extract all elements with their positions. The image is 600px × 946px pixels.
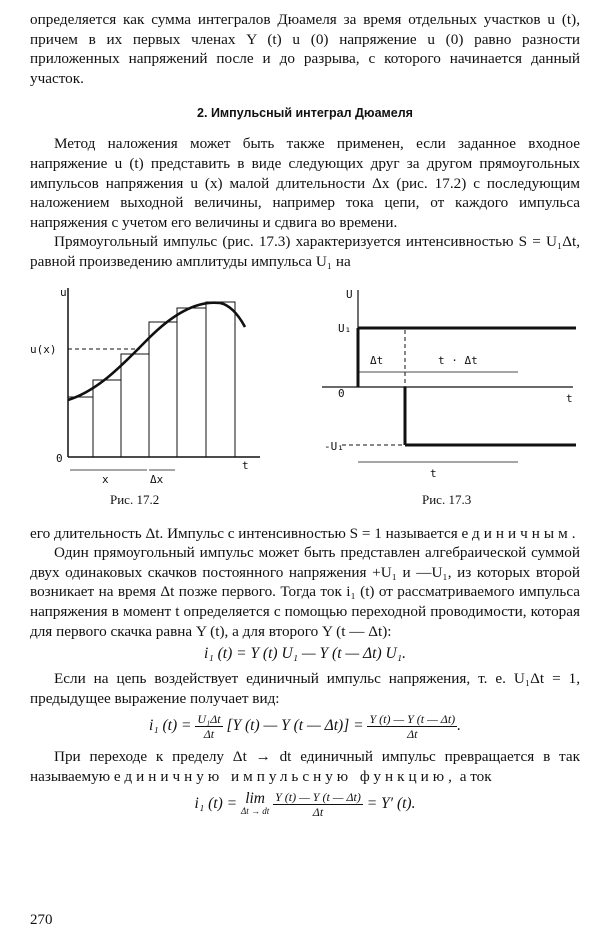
paragraph-two-steps: Один прямоугольный импульс может быть представлен алгебраической суммой двух одинаковых скачков постоянного напряжения +U₁ и —U₁, из которых второй возникает на время Δt позже первого. Тогда ток i₁ (t) от рассматриваемого импульса напряжения в момент t определяется с помощью переходной проводимости, которая для первого скачка равна Y (t), а для второго Y (t — Δt): [30,544,580,640]
formula-current: i₁ (t) = Y (t) U₁ — Y (t — Δt) U₁. [204,645,406,663]
figure-17-2 [30,282,270,492]
paragraph-rect-impulse: Прямоугольный импульс (рис. 17.3) характеризуется интенсивностью S = U₁Δt, равной произведению амплитуды импульса U₁ на [30,233,580,270]
fig1-t-label: t [242,458,249,472]
formula3-lim: lim [245,789,265,807]
intro-paragraph: определяется как сумма интегралов Дюамеля за время отдельных участков u (t), причем в их первых членах Y (t) u (0) напряжение u (0) равно разности приложенных напряжений после и до разрыва, с которого начинается данный участок. [30,11,580,87]
formula3-limit [240,789,270,818]
page-number: 270 [30,912,53,928]
fig2-y-label: U [346,287,353,301]
formula3-rhs: = Y′ (t). [366,795,416,813]
formula3-frac-den: Δt [312,805,324,820]
fig1-dx-label: Δx [150,472,164,486]
fig2-dt-label: Δt [370,353,384,367]
formula2-lhs: i₁ (t) = [148,717,192,735]
fig2-t-dt-label: t · Δt [438,353,478,367]
formula-limit [30,790,580,819]
formula2-frac2-num: Y (t) — Y (t — Δt) [369,712,456,727]
formula2-fraction-2 [367,712,457,741]
fig2-zero-label: 0 [338,386,345,400]
fig1-y-label: u [60,285,67,299]
formula3-frac-num: Y (t) — Y (t — Δt) [275,790,361,805]
term-unit: единичным. [461,524,580,542]
fig1-origin-label: 0 [56,451,63,465]
formula3-lim-sub: Δt → dt [240,805,270,816]
formula2-frac1-num: U₁Δt [197,712,221,727]
fig1-ux-label: u(x) [30,342,57,356]
formula2-frac1-den: Δt [203,727,215,742]
paragraph-limit [30,747,580,786]
fig2-t-axis-label: t [566,391,573,405]
formula2-frac2-den: Δt [407,727,418,742]
term-unit-impulse-function: единичную импульсную функцию, [113,767,456,785]
figure-17-2-caption: Рис. 17.2 [110,491,160,507]
formula2-end: . [457,717,462,735]
fig2-u1-label: U₁ [338,321,352,335]
figure-17-3 [318,282,580,492]
fig1-x-label: x [102,472,109,486]
section-title: 2. Импульсный интеграл Дюамеля [197,106,413,121]
paragraph-method: Метод наложения может быть также применен, если заданное входное напряжение u (t) представить в виде следующих друг за другом прямоугольных импульсов напряжения u (x) малой длительности Δx (рис. 17.2) с последующим наложением выходной величины, например тока цепи, от каждого импульса напряжения с учетом его величины и сдвига во времени. [30,135,580,231]
figures-row [30,282,580,514]
paragraph-unit-impulse: Если на цепь воздействует единичный импульс напряжения, т. е. U₁Δt = 1, предыдущее выражение получает вид: [30,670,580,707]
formula-unit-current [30,712,580,741]
fig2-neg-u1-label: -U₁ [324,439,344,453]
paragraph-limit-end: а ток [459,767,492,785]
paragraph-duration [30,524,580,544]
page-content [30,10,580,825]
figure-17-3-caption: Рис. 17.3 [422,491,472,507]
formula3-lhs: i₁ (t) = [194,795,238,813]
formula3-fraction [273,790,363,819]
paragraph-duration-text: его длительность Δt. Импульс с интенсивностью S = 1 называется [30,524,458,542]
formula2-fraction-1 [195,712,222,741]
input-voltage-curve [68,302,245,399]
paragraph-limit-text: При переходе к пределу Δt → dt единичный импульс превращается в так называемую [30,748,580,785]
formula2-middle: [Y (t) — Y (t — Δt)] = [226,717,364,735]
fig2-t-bottom-label: t [430,466,437,480]
